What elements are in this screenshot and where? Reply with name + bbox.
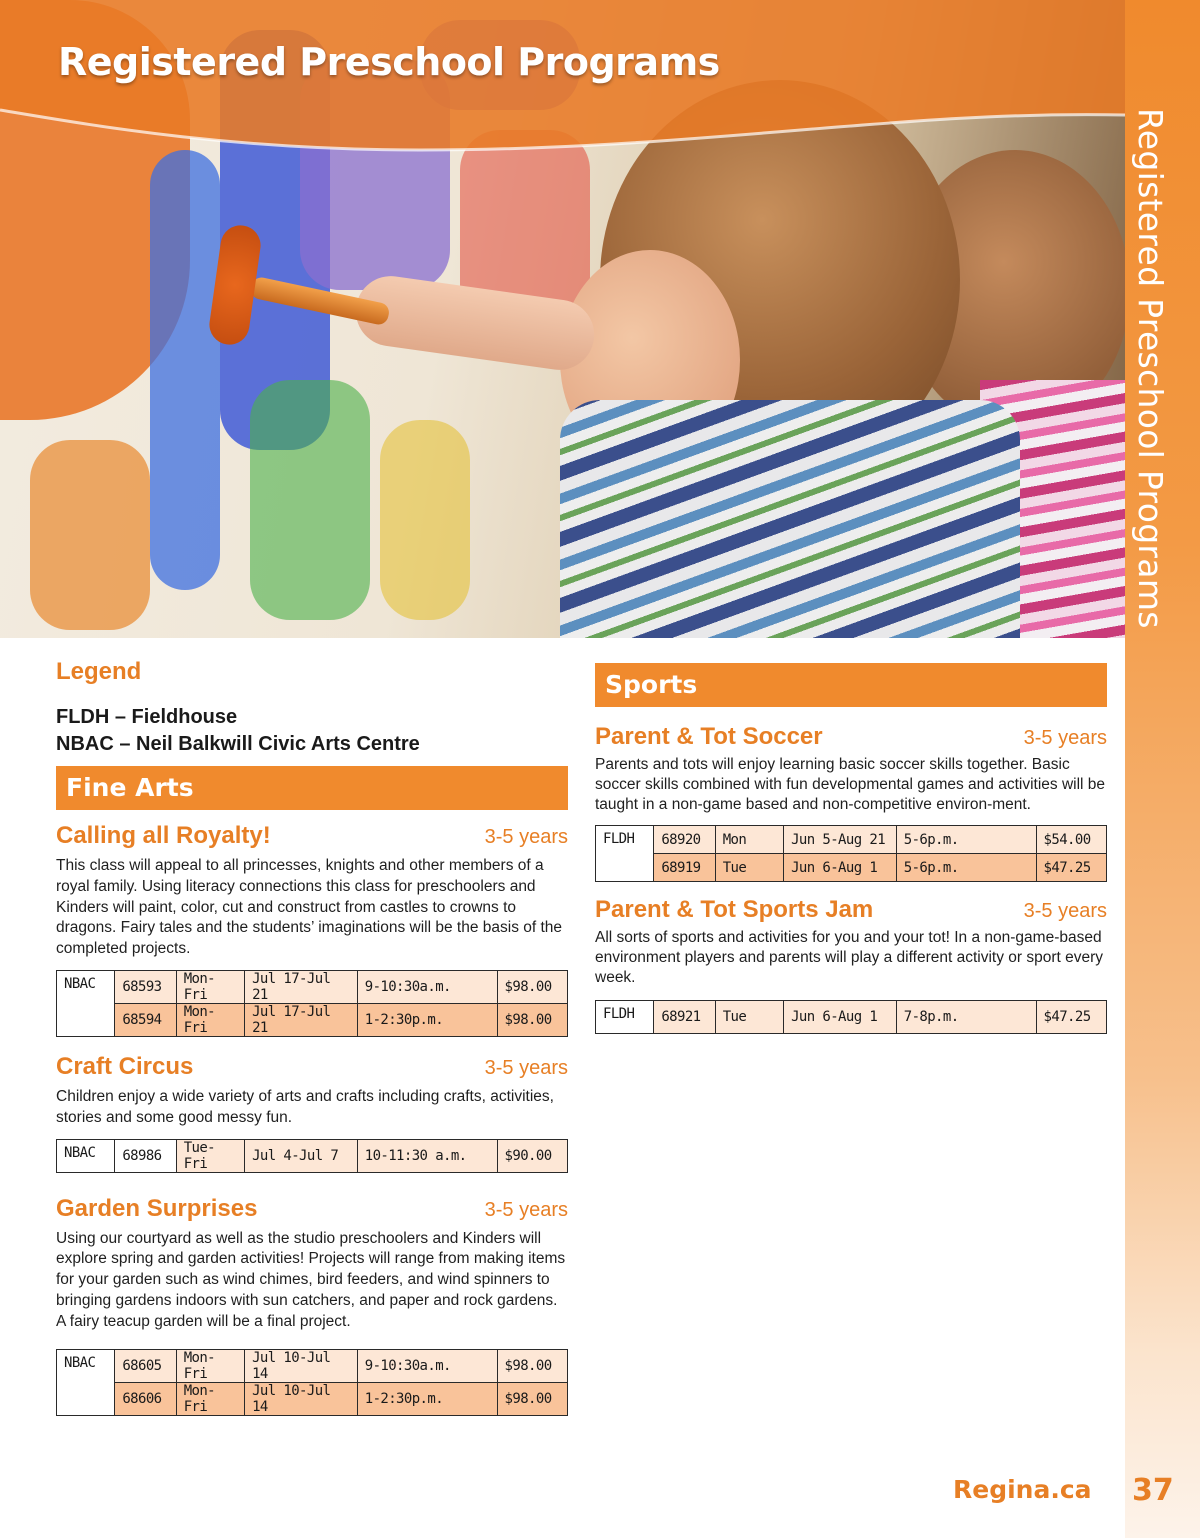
course-days: Tue <box>715 854 783 882</box>
course-time: 10-11:30 a.m. <box>357 1139 497 1172</box>
paint-stroke-blue-2 <box>150 150 220 590</box>
course-fee: $47.25 <box>1036 854 1106 882</box>
course-days: Tue <box>715 1001 783 1034</box>
schedule-row <box>57 1349 568 1382</box>
course-time: 9-10:30a.m. <box>357 970 497 1003</box>
schedule-table <box>595 1000 1107 1034</box>
course-dates: Jul 4-Jul 7 <box>245 1139 358 1172</box>
course-time: 7-8p.m. <box>896 1001 1036 1034</box>
hero-photo <box>0 0 1125 638</box>
section-header-fine-arts: Fine Arts <box>56 766 568 810</box>
program-title: Calling all Royalty! <box>56 822 271 849</box>
course-days: Tue-Fri <box>176 1139 244 1172</box>
program-age: 3-5 years <box>484 1056 568 1079</box>
course-time: 1-2:30p.m. <box>357 1382 497 1415</box>
schedule-row <box>57 1382 568 1415</box>
program-title: Craft Circus <box>56 1052 194 1080</box>
course-dates: Jul 17-Jul 21 <box>245 970 358 1003</box>
schedule-table <box>56 1139 568 1173</box>
location-cell: FLDH <box>596 826 654 882</box>
schedule-row <box>596 1001 1107 1034</box>
course-fee: $90.00 <box>497 1139 567 1172</box>
schedule-table <box>56 970 568 1037</box>
left-column <box>56 658 568 1416</box>
course-time: 1-2:30p.m. <box>357 1003 497 1036</box>
location-cell: NBAC <box>57 1139 115 1172</box>
course-time: 9-10:30a.m. <box>357 1349 497 1382</box>
course-code: 68919 <box>654 854 715 882</box>
legend-item-fldh: FLDH – Fieldhouse <box>56 706 238 728</box>
course-fee: $54.00 <box>1036 826 1106 854</box>
course-code: 68986 <box>115 1139 176 1172</box>
schedule-table <box>595 825 1107 882</box>
website-link[interactable]: Regina.ca <box>953 1475 1092 1504</box>
program-age: 3-5 years <box>484 1198 568 1221</box>
course-fee: $47.25 <box>1036 1001 1106 1034</box>
course-code: 68605 <box>115 1349 176 1382</box>
course-dates: Jun 6-Aug 1 <box>784 1001 897 1034</box>
course-dates: Jul 10-Jul 14 <box>245 1349 358 1382</box>
course-time: 5-6p.m. <box>896 854 1036 882</box>
course-days: Mon-Fri <box>176 1003 244 1036</box>
program-age: 3-5 years <box>1023 900 1107 922</box>
program-description: All sorts of sports and activities for you and your tot! In a non-game-based environment players and parents will play a different activity or sport every week. <box>595 929 1104 986</box>
course-dates: Jun 6-Aug 1 <box>784 854 897 882</box>
program-title: Garden Surprises <box>56 1194 258 1222</box>
course-dates: Jun 5-Aug 21 <box>784 826 897 854</box>
schedule-table <box>56 1349 568 1416</box>
course-code: 68920 <box>654 826 715 854</box>
section-header-sports: Sports <box>595 663 1107 707</box>
course-time: 5-6p.m. <box>896 826 1036 854</box>
schedule-row <box>57 970 568 1003</box>
course-code: 68593 <box>115 970 176 1003</box>
course-code: 68606 <box>115 1382 176 1415</box>
schedule-row <box>57 1003 568 1036</box>
course-code: 68594 <box>115 1003 176 1036</box>
program-description: Children enjoy a wide variety of arts and crafts including crafts, activities, stories and some good messy fun. <box>56 1087 554 1126</box>
page-title: Registered Preschool Programs <box>58 40 720 84</box>
program-description: Parents and tots will enjoy learning basic soccer skills together. Basic soccer skills combined with fun developmental games and activities will be taught in a non-game based and non-competitive environ-ment. <box>595 756 1106 813</box>
paint-stroke-yellow <box>380 420 470 620</box>
program-description: Using our courtyard as well as the studio preschoolers and Kinders will explore spring and garden activities! Projects will range from making items for your garden such as wind chimes, bird feeders, and wind spinners to bringing gardens indoors with sun catchers, and paper and rock gardens. A fairy teacup garden will be a final project. <box>56 1229 566 1330</box>
course-fee: $98.00 <box>497 1349 567 1382</box>
program-age: 3-5 years <box>484 826 568 848</box>
header-wave <box>0 0 1125 200</box>
course-code: 68921 <box>654 1001 715 1034</box>
program-parent-tot-sports-jam <box>595 896 1107 1034</box>
location-cell: NBAC <box>57 970 115 1036</box>
course-fee: $98.00 <box>497 970 567 1003</box>
course-days: Mon-Fri <box>176 1382 244 1415</box>
program-parent-tot-soccer <box>595 723 1107 882</box>
course-fee: $98.00 <box>497 1382 567 1415</box>
child-shirt <box>560 400 1020 638</box>
course-dates: Jul 17-Jul 21 <box>245 1003 358 1036</box>
program-calling-all-royalty <box>56 822 568 1037</box>
course-days: Mon <box>715 826 783 854</box>
program-garden-surprises <box>56 1195 568 1416</box>
schedule-row <box>596 826 1107 854</box>
program-title: Parent & Tot Sports Jam <box>595 896 874 923</box>
location-cell: NBAC <box>57 1349 115 1415</box>
course-fee: $98.00 <box>497 1003 567 1036</box>
schedule-row <box>596 854 1107 882</box>
paint-stroke-orange-lower <box>30 440 150 630</box>
course-dates: Jul 10-Jul 14 <box>245 1382 358 1415</box>
right-column <box>595 663 1107 1034</box>
location-cell: FLDH <box>596 1001 654 1034</box>
page-number: 37 <box>1132 1473 1174 1508</box>
course-days: Mon-Fri <box>176 970 244 1003</box>
program-age: 3-5 years <box>1023 727 1107 749</box>
program-craft-circus <box>56 1053 568 1173</box>
schedule-row <box>57 1139 568 1172</box>
legend-item-nbac: NBAC – Neil Balkwill Civic Arts Centre <box>56 733 420 755</box>
paint-stroke-green <box>250 380 370 620</box>
program-description: This class will appeal to all princesses, knights and other members of a royal family. Using literacy connections this class for preschoolers and Kinders will paint, color, cut and construct from castles to crowns to dragons. Fairy tales and the students’ imaginations will be the basis of the completed projects. <box>56 857 563 958</box>
course-days: Mon-Fri <box>176 1349 244 1382</box>
sidebar-title: Registered Preschool Programs <box>1131 108 1170 629</box>
legend-title: Legend <box>56 658 142 685</box>
program-title: Parent & Tot Soccer <box>595 723 823 750</box>
